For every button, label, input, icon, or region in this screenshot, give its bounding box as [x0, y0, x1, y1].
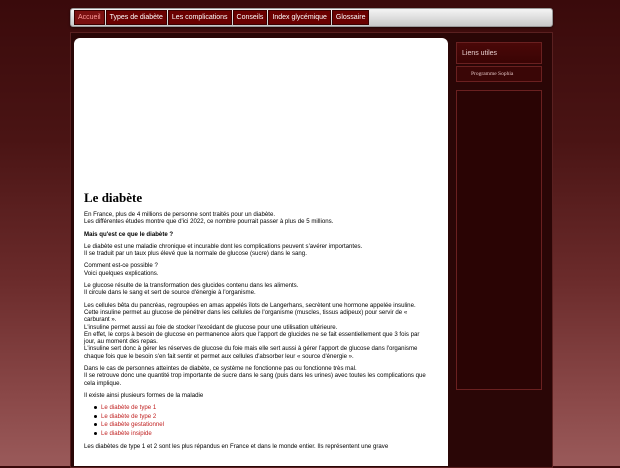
nav-item-types-de-diabete[interactable]: Types de diabète: [106, 10, 167, 25]
list-item: [94, 430, 430, 437]
diabetes-types-list: [84, 404, 430, 437]
nav-item-accueil[interactable]: Accueil: [74, 10, 105, 25]
question-heading: Mais qu'est ce que le diabète ?: [84, 230, 174, 238]
top-navigation-bar: [70, 8, 553, 27]
nav-item-index-glycemique[interactable]: Index glycémique: [268, 10, 330, 25]
nav-item-complications[interactable]: Les complications: [168, 10, 232, 25]
sidebar-panel: [456, 90, 542, 390]
paragraph-prevalence: Les diabètes de type 1 et 2 sont les plus répandus en France et dans le monde entier. Ils représentent une grave: [84, 443, 389, 451]
list-item: [94, 421, 430, 428]
sidebar-link-programme-sophia[interactable]: Programme Sophia: [471, 71, 514, 77]
paragraph-forms: Il existe ainsi plusieurs formes de la maladie: [84, 391, 204, 399]
nav-items: [74, 10, 370, 25]
paragraph-glucose: Le glucose résulte de la transformation des glucides contenu dans les aliments. Il circule dans le sang et sert de source d'énergie à l'organisme.: [84, 282, 299, 297]
nav-item-conseils[interactable]: Conseils: [233, 10, 268, 25]
article: [84, 190, 430, 456]
list-item: [94, 404, 430, 411]
paragraph-how: Comment est-ce possible ? Voici quelques explications.: [84, 262, 159, 277]
link-diabete-insipide[interactable]: Le diabète insipide: [101, 430, 152, 438]
ad-space: [74, 38, 448, 186]
list-item: [94, 413, 430, 420]
paragraph-dysfunction: Dans le cas de personnes atteintes de diabète, ce système ne fonctionne pas ou fonctionne très mal. Il se retrouve donc une quantité trop importante de sucre dans le sang (puis dans les urines) avec toutes les complications que cela implique.: [84, 365, 426, 387]
paragraph-definition: Le diabète est une maladie chronique et incurable dont les complications peuvent s'avérer importantes. Il se traduit par un taux plus élevé que la normale de glucose (sucre) dans le sang.: [84, 242, 363, 258]
page-title: Le diabète: [84, 190, 143, 205]
paragraph-intro: En France, plus de 4 millions de personne sont traités pour un diabète. Les différentes études montre que d'ici 2022, ce nombre pourrait passer à plus de 5 millions.: [84, 211, 334, 226]
sidebar-link-box: [456, 66, 542, 82]
link-diabete-type-2[interactable]: Le diabète de type 2: [101, 412, 157, 420]
sidebar-heading: Liens utiles: [456, 42, 542, 64]
nav-item-glossaire[interactable]: Glossaire: [332, 10, 370, 25]
paragraph-insuline: Les cellules bêta du pancréas, regroupées en amas appelés îlots de Langerhans, secrètent une hormone appelée insuline. Cette insuline permet au glucose de pénétrer dans les cellules de l'organisme (muscles, tissus adipeux) pour servir de « carburant ». L'insuline permet aussi au foie de stocker l'excédant de glucose pour une utilisation ultérieure. En effet, le corps à besoin de glucose en permanence alors que l'apport de glucides ne se fait essentiellement que 3 fois par jour, au moment des repas. L'insuline sert donc à gérer les réserves de glucose du foie mais elle sert aussi à gérer l'apport de glucose dans l'organisme chaque fois que le besoin s'en fait sentir et permet aux cellules d'absorber leur « source d'énergie ».: [84, 301, 420, 360]
link-diabete-type-1[interactable]: Le diabète de type 1: [101, 404, 157, 412]
main-content: [74, 38, 448, 466]
link-diabete-gestationnel[interactable]: Le diabète gestationnel: [101, 421, 165, 429]
